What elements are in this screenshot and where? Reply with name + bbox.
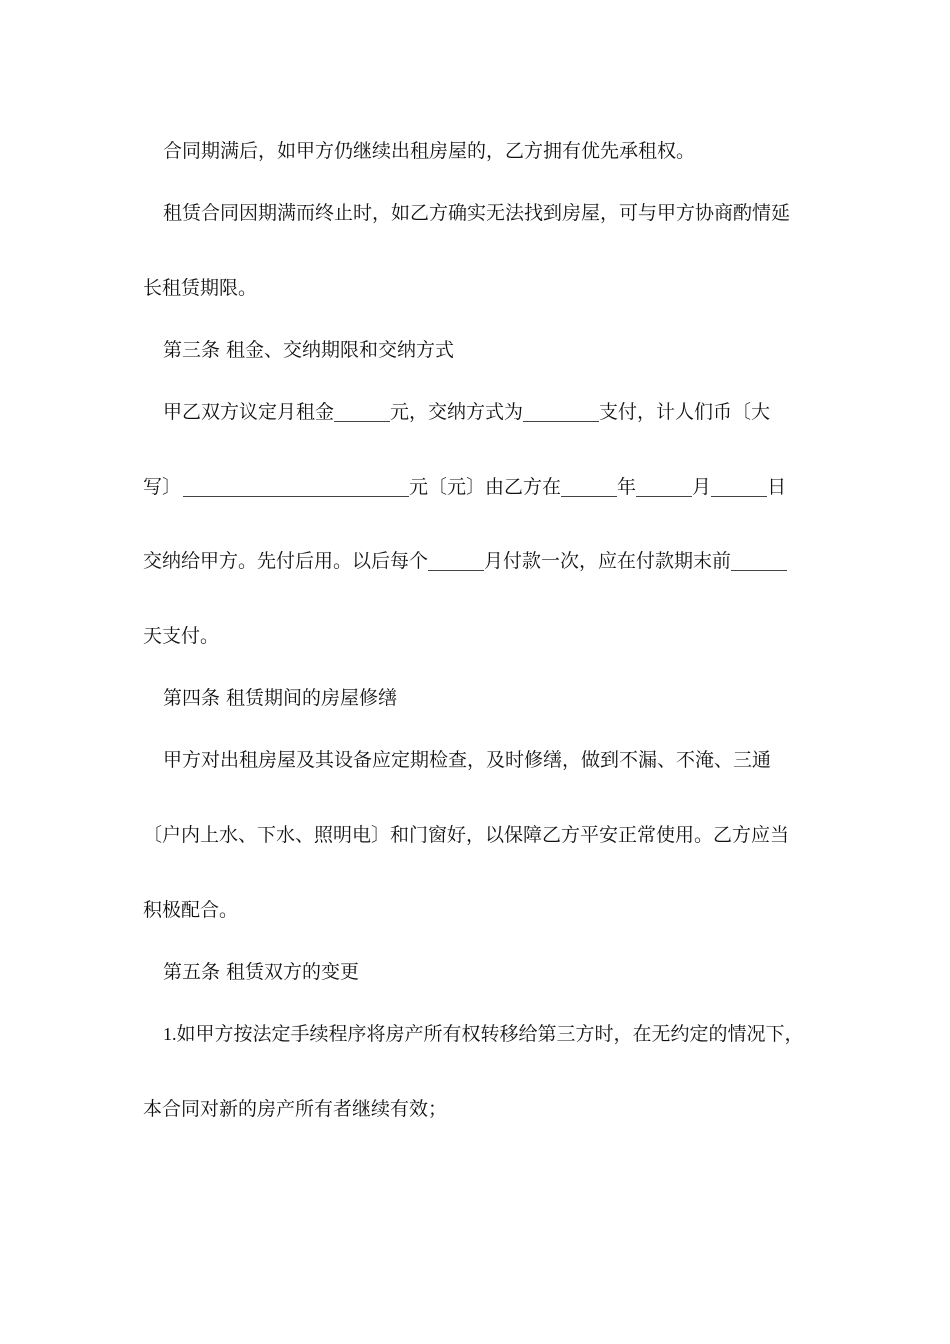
amount-in-words-blank[interactable] xyxy=(183,478,409,497)
rent2-text-e: 日 xyxy=(767,476,787,498)
article-4-title: 第四条 租赁期间的房屋修缮 xyxy=(163,687,398,709)
repair-line-1: 甲方对出租房屋及其设备应定期检查，及时修缮，做到不漏、不淹、三通 xyxy=(163,749,772,771)
repair-line-2: 〔户内上水、下水、照明电〕和门窗好，以保障乙方平安正常使用。乙方应当 xyxy=(143,824,790,846)
day-blank[interactable] xyxy=(711,478,767,497)
paragraph-extension-line1: 租赁合同因期满而终止时，如乙方确实无法找到房屋，可与甲方协商酌情延 xyxy=(163,202,791,224)
rent-text-b: 元，交纳方式为 xyxy=(390,401,524,423)
change-line-2: 本合同对新的房产所有者继续有效； xyxy=(143,1098,448,1120)
rent-line-3 xyxy=(143,549,787,573)
monthly-rent-blank[interactable] xyxy=(334,403,390,422)
rent2-text-a: 写〕 xyxy=(143,476,182,498)
payment-method-blank[interactable] xyxy=(523,403,599,422)
rent3-text-b: 月付款一次，应在付款期末前 xyxy=(484,550,732,572)
list-number: 1. xyxy=(163,1024,177,1044)
change-line-1 xyxy=(163,1022,804,1046)
rent3-text-a: 交纳给甲方。先付后用。以后每个 xyxy=(143,550,429,572)
article-5-title: 第五条 租赁双方的变更 xyxy=(163,961,360,983)
paragraph-priority-lease: 合同期满后，如甲方仍继续出租房屋的，乙方拥有优先承租权。 xyxy=(163,140,696,162)
rent-line-4: 天支付。 xyxy=(143,625,220,647)
article-3-title: 第三条 租金、交纳期限和交纳方式 xyxy=(163,339,455,361)
rent-text-a: 甲乙双方议定月租金 xyxy=(163,401,335,423)
rent2-text-d: 月 xyxy=(692,476,712,498)
year-blank[interactable] xyxy=(561,478,617,497)
paragraph-extension-line2: 长租赁期限。 xyxy=(143,277,258,299)
month-blank[interactable] xyxy=(636,478,692,497)
days-before-blank[interactable] xyxy=(731,552,787,571)
rent-text-c: 支付，计人们币〔大 xyxy=(599,401,771,423)
rent-line-1 xyxy=(163,400,770,424)
rent-line-2 xyxy=(143,475,786,499)
rent2-text-b: 元〔元〕由乙方在 xyxy=(409,476,562,498)
rent2-text-c: 年 xyxy=(617,476,637,498)
payment-interval-blank[interactable] xyxy=(428,552,484,571)
repair-line-3: 积极配合。 xyxy=(143,899,239,921)
change-text-1: 如甲方按法定手续程序将房产所有权转移给第三方时，在无约定的情况下， xyxy=(176,1023,804,1045)
